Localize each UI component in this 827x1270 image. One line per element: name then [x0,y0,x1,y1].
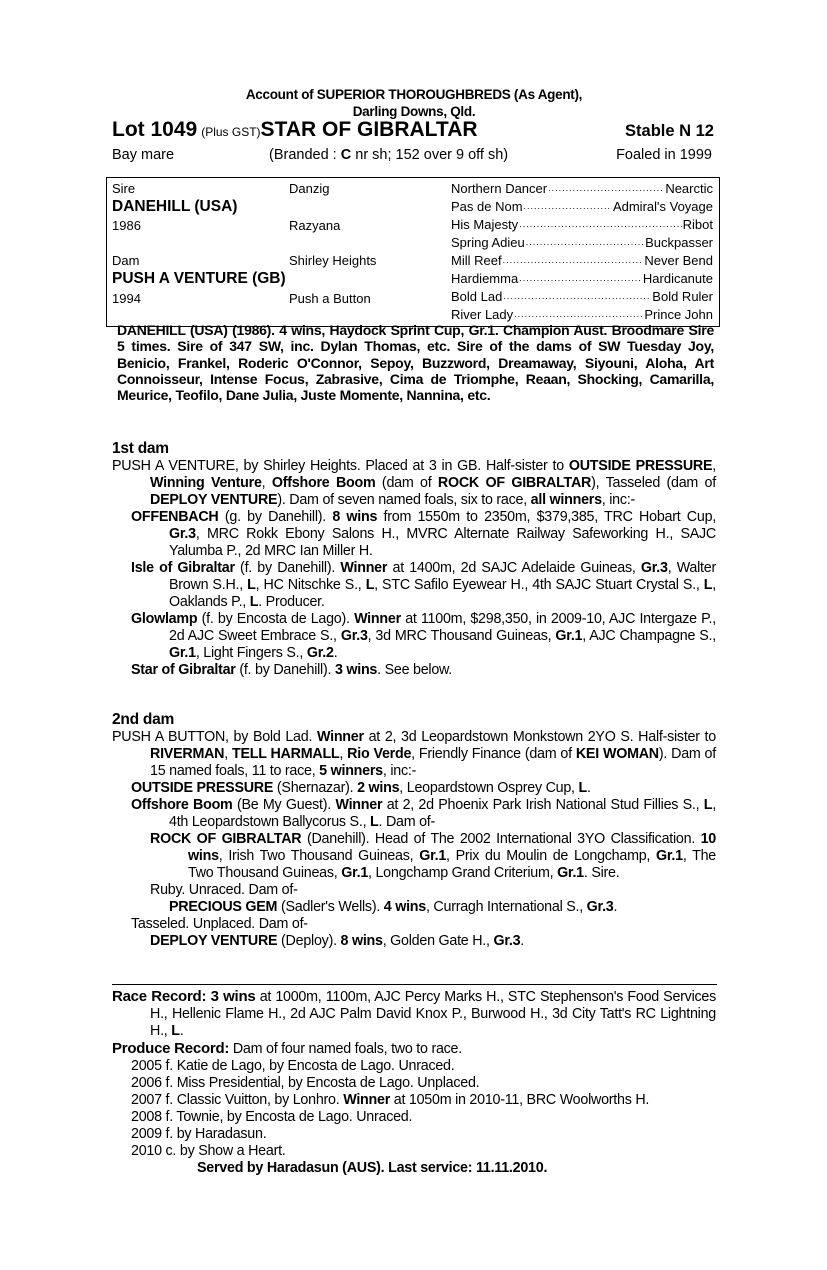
bold-text: KEI WOMAN [575,746,659,762]
ancestor-sire: Never Bend [644,253,713,268]
text-run: , [261,475,272,491]
ancestor-row [451,235,713,250]
lot-title-line [112,118,714,144]
bold-text: Winner [354,611,401,627]
bold-text: L [703,797,713,813]
dam-year: 1994 [112,291,141,306]
bold-text: all winners [530,492,602,508]
bold-text: 2 wins [357,780,400,796]
brand-suffix: nr sh; 152 over 9 off sh) [351,147,509,163]
ancestor-sire: Hardicanute [642,271,713,286]
text-run: (f. by Encosta de Lago). [197,611,355,627]
bold-text: ROCK OF GIBRALTAR [150,831,302,847]
text-run: ), Tasseled (dam of [591,475,716,491]
stable-number: Stable N 12 [625,122,714,140]
bold-text: Gr.3 [640,560,668,576]
text-run: at 1400m, 2d SAJC Adelaide Guineas, [387,560,641,576]
ancestor-row [451,289,713,304]
text-run: at 2, 2d Phoenix Park Irish National Stud Fillies S., [382,797,704,813]
bold-text: 8 wins [340,933,383,949]
bold-text: 3 wins [334,662,378,678]
entry-paragraph [131,611,716,662]
text-run: (f. by Danehill). [235,662,335,678]
text-run: , 4th Leopardstown Ballycorus S., [169,797,716,830]
section-divider [112,984,717,985]
bold-text: Produce Record: [112,1040,230,1057]
text-run: , Leopardstown Osprey Cup, [399,780,579,796]
pedigree-table [106,177,720,327]
entry-paragraph [131,1075,716,1092]
bold-text: L [370,814,379,830]
entry-paragraph [150,831,716,882]
ancestor-name: Hardiemma [451,271,519,286]
text-run: , Light Fingers S., [195,645,307,661]
bold-text: Gr.3 [340,628,368,644]
text-run: , Prix du Moulin de Longchamp, [446,848,656,864]
bold-text: Offshore Boom [131,797,233,813]
dot-leader [524,199,612,214]
gst-note: (Plus GST) [201,125,261,139]
text-run: , [712,458,716,474]
bold-text: ROCK OF GIBRALTAR [437,475,592,491]
text-run: , HC Nitschke S., [255,577,366,593]
text-run: , inc:- [601,492,636,508]
text-run: . Sire. [583,865,620,881]
text-run: , Curragh International S., [425,899,587,915]
text-run: Dam of four named foals, two to race. [229,1041,462,1057]
text-run: 2007 f. Classic Vuitton, by Lonhro. [131,1092,344,1108]
text-run: (dam of [375,475,438,491]
dam-dam: Push a Button [289,291,371,306]
text-run: Ruby. Unraced. Dam of- [150,882,298,898]
dot-leader [503,289,651,304]
entry-paragraph [131,780,716,797]
bold-text: Winner [340,560,388,576]
bold-text: L [365,577,375,593]
text-run: (Be My Guest). [232,797,336,813]
ancestor-sire: Ribot [682,217,713,232]
ancestor-name: Spring Adieu [451,235,525,250]
text-run: PUSH A BUTTON, by Bold Lad. [112,729,317,745]
entry-paragraph [112,988,716,1040]
text-run: , inc:- [382,763,417,779]
bold-text: DEPLOY VENTURE [150,492,278,508]
text-run: , Longchamp Grand Criterium, [368,865,558,881]
ancestor-row [451,181,713,196]
text-run: , Walter Brown S.H., [169,560,716,593]
bold-text: Isle of Gibraltar [131,560,235,576]
entry-paragraph [150,882,716,899]
text-run: 2006 f. Miss Presidential, by Encosta de Lago. Unplaced. [131,1075,480,1091]
bold-text: L [171,1023,180,1039]
entry-paragraph [112,729,716,780]
brand-mark: C [340,147,352,163]
horse-name: STAR OF GIBRALTAR [260,118,478,141]
ancestor-name: His Majesty [451,217,519,232]
bold-text: Gr.1 [341,865,369,881]
bold-text: Offshore Boom [271,475,376,491]
bold-text: Glowlamp [131,611,198,627]
dam-name: PUSH A VENTURE (GB) [112,270,286,287]
text-run: 2008 f. Townie, by Encosta de Lago. Unraced. [131,1109,413,1125]
text-run: ). Dam of seven named foals, six to race, [277,492,531,508]
brand-info [269,147,508,163]
text-run: , [224,746,232,762]
bold-text: 8 wins [332,509,378,525]
ancestor-name: Northern Dancer [451,181,548,196]
text-run: ). Dam of 15 named foals, 11 to race, [150,746,716,779]
text-run: . Producer. [258,594,325,610]
ancestor-row [451,253,713,268]
dot-leader [503,253,644,268]
bold-text: L [578,780,587,796]
text-run: , 3d MRC Thousand Guineas, [367,628,556,644]
text-run: (g. by Danehill). [218,509,333,525]
dot-leader [526,235,644,250]
bold-text: L [703,577,713,593]
text-run: 2005 f. Katie de Lago, by Encosta de Lago. Unraced. [131,1058,455,1074]
dot-leader [519,271,642,286]
bold-text: OFFENBACH [131,509,219,525]
text-run: (Sadler's Wells). [277,899,384,915]
bold-text: Gr.1 [169,645,196,661]
foaled-year: Foaled in 1999 [616,147,712,163]
ancestor-name: Mill Reef [451,253,502,268]
ancestor-row [451,217,713,232]
entry-paragraph [131,797,716,831]
entry-paragraph [131,1092,716,1109]
entry-paragraph [112,1040,716,1058]
entry-paragraph [112,458,716,509]
entry-paragraph [131,1143,716,1160]
text-run: at 1050m in 2010-11, BRC Woolworths H. [390,1092,650,1108]
entry-paragraph [131,1058,716,1075]
bold-text: Race Record: 3 wins [112,988,256,1005]
dot-leader [519,217,681,232]
text-run: (f. by Danehill). [234,560,341,576]
ancestor-sire: Bold Ruler [652,289,713,304]
bold-text: 4 wins [383,899,426,915]
ancestor-name: River Lady [451,307,514,322]
bold-text: TELL HARMALL [232,746,340,762]
text-run: Tasseled. Unplaced. Dam of- [131,916,308,932]
ancestor-row [451,199,713,214]
text-run: at 2, 3d Leopardstown Monkstown 2YO S. Half-sister to [363,729,716,745]
bold-text: PRECIOUS GEM [169,899,278,915]
text-run: , Golden Gate H., [382,933,494,949]
text-run: , MRC Rokk Ebony Salons H., MVRC Alternate Railway Safeworking H., SAJC Yalumba P., 2d MRC Ian Miller H. [169,526,716,559]
text-run: from 1550m to 2350m, $379,385, TRC Hobart Cup, [377,509,716,525]
text-run: PUSH A VENTURE, by Shirley Heights. Placed at 3 in GB. Half-sister to [112,458,569,474]
bold-text: Gr.3 [493,933,521,949]
text-run: . [520,933,525,949]
first-dam-section [112,440,716,679]
text-run: , AJC Champagne S., [582,628,716,644]
sire-sire: Danzig [289,181,330,196]
first-dam-heading: 1st dam [112,440,169,457]
bold-text: Gr.3 [169,526,196,542]
sire-name: DANEHILL (USA) [112,198,238,215]
lot-number: Lot 1049 [112,118,198,141]
text-run: , Friendly Finance (dam of [411,746,576,762]
bold-text: 5 winners [319,763,383,779]
text-run: . [333,645,338,661]
text-run: (Shernazar). [273,780,358,796]
bold-text: Winning Venture [150,475,262,491]
second-dam-heading: 2nd dam [112,711,174,728]
sire-description: DANEHILL (USA) (1986). 4 wins, Haydock Sprint Cup, Gr.1. Champion Aust. Broodmare Sire 5 times. Sire of 347 SW, inc. Dylan Thomas, etc. Sire of the dams of SW Tuesday Joy, Benicio, Frankel, Roderic O'Connor, Sepoy, Buzzword, Dreamaway, Siyouni, Aloha, Art Connoisseur, Intense Focus, Zabrasive, Cima de Triomphe, Reaan, Shocking, Camarilla, Meurice, Teofilo, Dane Julia, Juste Momente, Nannina, etc. [117,322,714,404]
bold-text: RIVERMAN [150,746,225,762]
text-run: 2009 f. by Haradasun. [131,1126,267,1142]
bold-text: Gr.1 [655,848,683,864]
brand-prefix: (Branded : [269,147,341,163]
bold-text: DEPLOY VENTURE [150,933,278,949]
bold-text: Rio Verde [347,746,412,762]
ancestor-sire: Prince John [644,307,713,322]
text-run: (Danehill). Head of The 2002 International 3YO Classification. [301,831,701,847]
text-run: , Oaklands P., [169,577,716,610]
second-dam-section [112,711,716,950]
text-run: at 1000m, 1100m, AJC Percy Marks H., STC Stephenson's Food Services H., Hellenic Flame H., 2d AJC Palm David Knox P., Burwood H., 3d City Tatt's RC Lightning H., [150,989,717,1039]
dot-leader [514,307,643,322]
bold-text: OUTSIDE PRESSURE [568,458,713,474]
entry-paragraph [131,1126,716,1143]
dam-label: Dam [112,253,140,268]
ancestor-sire: Admiral's Voyage [612,199,713,214]
bold-text: Winner [316,729,364,745]
served-note: Served by Haradasun (AUS). Last service: 11.11.2010. [197,1160,548,1176]
horse-details [112,147,712,167]
bold-text: 10 wins [188,831,717,864]
bold-text: Gr.1 [555,628,583,644]
text-run: . [613,899,618,915]
bold-text: OUTSIDE PRESSURE [131,780,274,796]
records-section [112,988,716,1177]
text-run: , The Two Thousand Guineas, [188,848,716,881]
dot-leader [548,181,664,196]
vendor-location: Darling Downs, Qld. [352,104,476,119]
text-run: , STC Safilo Eyewear H., 4th SAJC Stuart Crystal S., [374,577,704,593]
text-run: , [339,746,348,762]
bold-text: Gr.1 [557,865,584,881]
ancestor-sire: Nearctic [665,181,713,196]
text-run: (Deploy). [277,933,341,949]
entry-paragraph [131,916,716,933]
text-run: 2010 c. by Show a Heart. [131,1143,286,1159]
text-run: at 1100m, $298,350, in 2009-10, AJC Intergaze P., 2d AJC Sweet Embrace S., [169,611,716,644]
bold-text: Gr.3 [586,899,614,915]
ancestor-name: Bold Lad [451,289,503,304]
text-run: . [587,780,591,796]
bold-text: Winner [343,1092,391,1108]
lot-title [112,118,478,142]
sire-year: 1986 [112,218,141,233]
vendor-header [112,86,716,120]
dam-sire: Shirley Heights [289,253,377,268]
text-run: . Dam of- [378,814,436,830]
vendor-account: Account of SUPERIOR THOROUGHBREDS (As Agent), [245,87,583,102]
bold-text: Star of Gibraltar [131,662,236,678]
sire-dam: Razyana [289,218,341,233]
entry-paragraph [131,509,716,560]
bold-text: Gr.1 [419,848,447,864]
entry-paragraph [131,662,716,679]
ancestor-row [451,307,713,322]
text-run: , Irish Two Thousand Guineas, [218,848,420,864]
sire-label: Sire [112,181,136,196]
entry-paragraph [131,1109,716,1126]
entry-paragraph [169,899,716,916]
horse-description: Bay mare [112,147,175,163]
text-run: . [179,1023,184,1039]
bold-text: L [247,577,256,593]
entry-paragraph [150,933,716,950]
bold-text: Winner [335,797,383,813]
ancestor-sire: Buckpasser [645,235,713,250]
bold-text: L [249,594,259,610]
ancestor-name: Pas de Nom [451,199,523,214]
ancestor-row [451,271,713,286]
text-run: . See below. [377,662,453,678]
bold-text: Gr.2 [306,645,334,661]
entry-paragraph [131,560,716,611]
